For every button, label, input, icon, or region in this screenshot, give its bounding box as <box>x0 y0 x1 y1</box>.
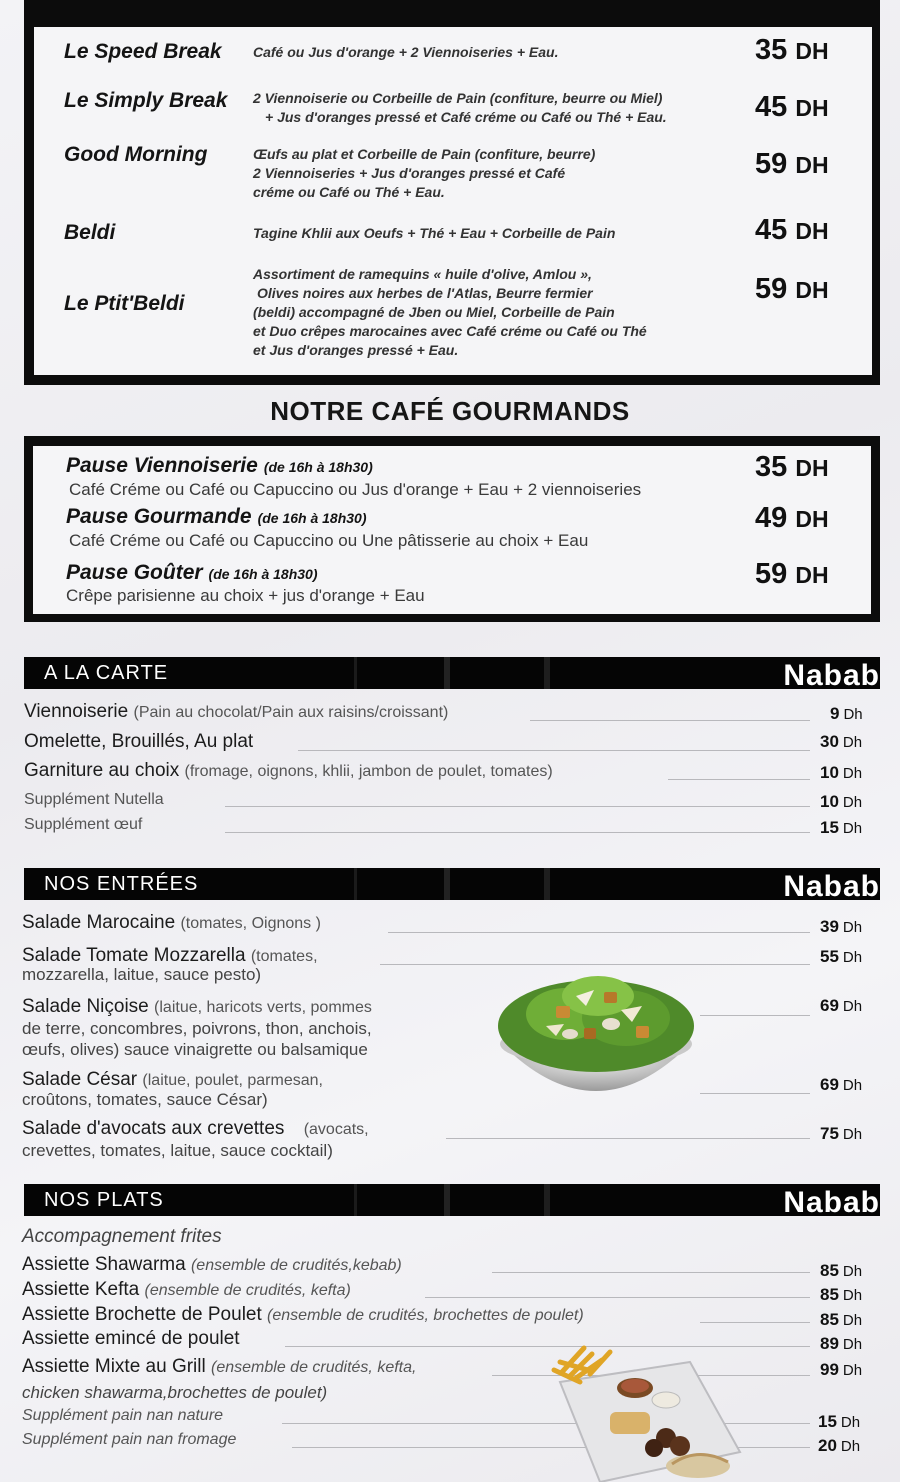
leader-line <box>225 806 810 807</box>
item-description: Crêpe parisienne au choix + jus d'orange + Eau <box>66 586 425 605</box>
leader-line <box>668 779 810 780</box>
nabab-logo: Nabab <box>783 659 880 692</box>
menu-item: Salade Tomate Mozzarella (tomates, <box>22 945 318 966</box>
item-price: 10 Dh <box>820 792 863 811</box>
item-description: chicken shawarma,brochettes de poulet) <box>22 1383 328 1402</box>
nabab-logo: Nabab <box>783 1186 880 1219</box>
item-price: 39 Dh <box>820 917 863 936</box>
menu-item: Salade Niçoise (laitue, haricots verts, pommes <box>22 996 372 1017</box>
salad-image <box>486 966 706 1106</box>
item-price: 15 Dh <box>818 1412 861 1431</box>
item-price: 89 Dh <box>820 1334 863 1353</box>
menu-item: Salade Marocaine (tomates, Oignons ) <box>22 912 321 933</box>
menu-item: Supplément œuf <box>24 816 143 833</box>
leader-line <box>388 932 810 933</box>
menu-item: Supplément Nutella <box>24 791 164 808</box>
item-name: Beldi <box>64 221 116 244</box>
item-price: 55 Dh <box>820 947 863 966</box>
menu-item: Omelette, Brouillés, Au plat <box>24 731 254 752</box>
menu-item: Viennoiserie (Pain au chocolat/Pain aux raisins/croissant) <box>24 701 449 722</box>
item-price: 99 Dh <box>820 1360 863 1379</box>
leader-line <box>425 1297 810 1298</box>
item-price: 9 Dh <box>830 704 863 723</box>
item-price: 85 Dh <box>820 1261 863 1280</box>
leader-line <box>700 1015 810 1016</box>
item-description: Café Créme ou Café ou Capuccino ou Une pâtisserie au choix + Eau <box>69 531 589 550</box>
accompaniment-note: Accompagnement frites <box>22 1226 222 1247</box>
item-description: croûtons, tomates, sauce César) <box>22 1090 268 1109</box>
leader-line <box>530 720 810 721</box>
item-name: Le Simply Break <box>64 89 228 112</box>
leader-line <box>700 1322 810 1323</box>
menu-item: Assiette Shawarma (ensemble de crudités,kebab) <box>22 1254 402 1275</box>
item-description: Assortiment de ramequins « huile d'olive, Amlou », Olives noires aux herbes de l'Atlas, Beurre fermier (beldi) accompagné de Jben ou Miel, Corbeille de Pain et Duo crêpes marocaines avec Café créme ou Café ou Thé et Jus d'oranges pressé + Eau. <box>253 266 647 358</box>
item-description: Œufs au plat et Corbeille de Pain (confiture, beurre) 2 Viennoiseries + Jus d'oranges pressé et Café créme ou Café ou Thé + Eau. <box>253 146 596 200</box>
leader-line <box>380 964 810 965</box>
menu-item: Assiette Brochette de Poulet (ensemble de crudités, brochettes de poulet) <box>22 1304 584 1325</box>
menu-item: Assiette Kefta (ensemble de crudités, kefta) <box>22 1279 351 1300</box>
item-price: 30 Dh <box>820 732 863 751</box>
item-description: mozzarella, laitue, sauce pesto) <box>22 965 262 984</box>
item-description: de terre, concombres, poivrons, thon, anchois, <box>22 1019 372 1038</box>
item-description: 2 Viennoiserie ou Corbeille de Pain (confiture, beurre ou Miel) + Jus d'oranges pressé et Café créme ou Café ou Thé + Eau. <box>253 90 667 125</box>
section-title-plats: NOS PLATS <box>44 1189 164 1211</box>
item-description: crevettes, tomates, laitue, sauce cocktail) <box>22 1141 333 1160</box>
item-name: Pause Viennoiserie (de 16h à 18h30) <box>66 454 373 477</box>
nabab-logo: Nabab <box>783 870 880 903</box>
item-description: Café Créme ou Café ou Capuccino ou Jus d'orange + Eau + 2 viennoiseries <box>69 480 642 499</box>
grill-plate-image <box>540 1342 770 1482</box>
item-description: Tagine Khlii aux Oeufs + Thé + Eau + Corbeille de Pain <box>253 225 616 241</box>
leader-line <box>225 832 810 833</box>
item-price: 45 DH <box>755 91 829 123</box>
item-price: 69 Dh <box>820 1075 863 1094</box>
item-price: 35 DH <box>755 451 829 483</box>
menu-item: Assiette Mixte au Grill (ensemble de crudités, kefta, <box>22 1356 417 1377</box>
item-name: Le Ptit'Beldi <box>64 292 185 315</box>
item-price: 35 DH <box>755 34 829 66</box>
item-name: Pause Goûter (de 16h à 18h30) <box>66 561 318 584</box>
item-price: 15 Dh <box>820 818 863 837</box>
item-description: œufs, olives) sauce vinaigrette ou balsamique <box>22 1040 368 1059</box>
leader-line <box>298 750 810 751</box>
menu-item: Supplément pain nan fromage <box>22 1431 237 1448</box>
item-price: 10 Dh <box>820 763 863 782</box>
item-price: 85 Dh <box>820 1285 863 1304</box>
item-price: 45 DH <box>755 214 829 246</box>
item-price: 75 Dh <box>820 1124 863 1143</box>
menu-item: Garniture au choix (fromage, oignons, khlii, jambon de poulet, tomates) <box>24 760 553 781</box>
item-description: Café ou Jus d'orange + 2 Viennoiseries + Eau. <box>253 44 559 60</box>
section-title-cafe: NOTRE CAFÉ GOURMANDS <box>270 396 630 426</box>
section-title-carte: A LA CARTE <box>44 662 169 684</box>
item-price: 49 DH <box>755 502 829 534</box>
item-price: 20 Dh <box>818 1436 861 1455</box>
item-price: 59 DH <box>755 148 829 180</box>
item-name: Pause Gourmande (de 16h à 18h30) <box>66 505 367 528</box>
leader-line <box>700 1093 810 1094</box>
item-price: 85 Dh <box>820 1310 863 1329</box>
item-name: Good Morning <box>64 143 208 166</box>
section-title-entrees: NOS ENTRÉES <box>44 873 199 895</box>
item-price: 59 DH <box>755 558 829 590</box>
item-price: 59 DH <box>755 273 829 305</box>
leader-line <box>446 1138 810 1139</box>
menu-item: Assiette emincé de poulet <box>22 1328 240 1349</box>
menu-item: Salade César (laitue, poulet, parmesan, <box>22 1069 323 1090</box>
item-name: Le Speed Break <box>64 40 222 63</box>
menu-item: Supplément pain nan nature <box>22 1407 224 1424</box>
leader-line <box>492 1272 810 1273</box>
menu-item: Salade d'avocats aux crevettes (avocats, <box>22 1118 369 1139</box>
item-price: 69 Dh <box>820 996 863 1015</box>
